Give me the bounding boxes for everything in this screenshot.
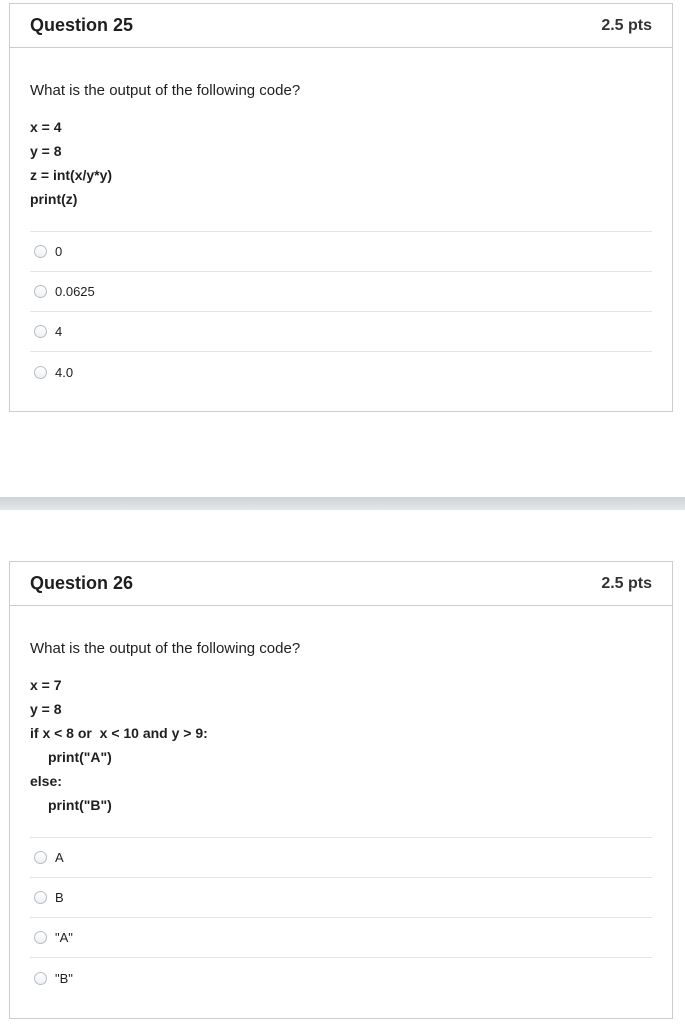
radio-button-icon[interactable] [34,891,47,904]
answer-label: "A" [55,930,73,945]
answer-option[interactable] [30,352,652,392]
question-prompt: What is the output of the following code? [30,82,301,99]
question-title: Question 26 [30,573,134,593]
answer-label: 4 [55,324,63,339]
radio-button-icon[interactable] [34,285,47,298]
question-title: Question 25 [30,15,134,35]
radio-button-icon[interactable] [34,972,47,985]
answer-list [30,231,652,392]
code-block [30,115,652,211]
question-25 [9,3,673,412]
code-line: if x < 8 or x < 10 and y > 9: [30,725,208,741]
code-line: x = 4 [30,119,62,135]
question-26 [9,561,673,1019]
answer-label: 0 [55,244,63,259]
radio-button-icon[interactable] [34,245,47,258]
answer-option[interactable] [30,958,652,998]
question-points: 2.5 pts [601,574,652,592]
code-line: y = 8 [30,701,62,717]
answer-option[interactable] [30,312,652,352]
radio-button-icon[interactable] [34,851,47,864]
radio-button-icon[interactable] [34,931,47,944]
code-line: else: [30,773,62,789]
section-divider [0,497,685,510]
question-body [10,48,672,392]
answer-option[interactable] [30,232,652,272]
answer-list [30,837,652,998]
code-block [30,673,652,817]
question-body [10,606,672,998]
code-line: print("B") [48,797,112,813]
radio-button-icon[interactable] [34,325,47,338]
answer-label: 4.0 [55,364,74,380]
code-line: x = 7 [30,677,62,693]
question-header [10,4,672,48]
code-line: z = int(x/y*y) [30,167,113,183]
question-prompt: What is the output of the following code? [30,640,301,657]
answer-option[interactable] [30,838,652,878]
answer-label: 0.0625 [55,284,95,299]
answer-label: "B" [55,970,73,986]
radio-button-icon[interactable] [34,366,47,379]
answer-label: B [55,890,64,905]
answer-label: A [55,850,64,865]
answer-option[interactable] [30,272,652,312]
question-points: 2.5 pts [601,16,652,34]
code-line: y = 8 [30,143,62,159]
answer-option[interactable] [30,918,652,958]
answer-option[interactable] [30,878,652,918]
code-line: print(z) [30,191,78,207]
question-header [10,562,672,606]
code-line: print("A") [48,749,112,765]
